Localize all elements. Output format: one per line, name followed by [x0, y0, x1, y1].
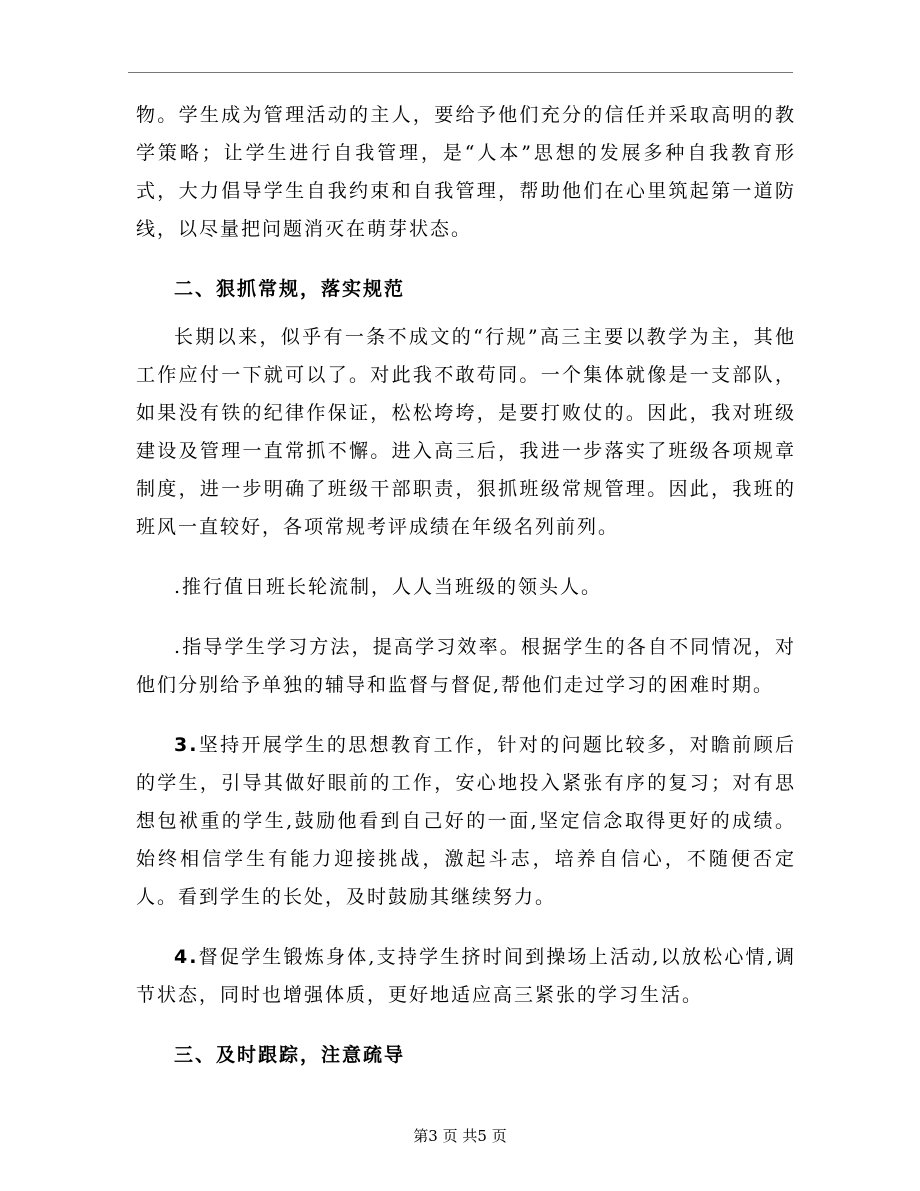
- page-number-footer: 第3 页 共5 页: [413, 1127, 507, 1145]
- item-text: 督促学生锻炼身体,支持学生挤时间到操场上活动,以放松心情,调节状态，同时也增强体质，更好地适应高三紧张的学习生活。: [136, 946, 796, 1006]
- item-text: 坚持开展学生的思想教育工作，针对的问题比较多，对瞻前顾后的学生，引导其做好眼前的工作，安心地投入紧张有序的复习；对有思想包袱重的学生,鼓励他看到自己好的一面,坚定信念取得更好的成绩。始终相信学生有能力迎接挑战，激起斗志，培养自信心，不随便否定人。看到学生的长处，及时鼓励其继续努力。: [136, 734, 796, 908]
- paragraph-2: 长期以来，似乎有一条不成文的“行规”高三主要以教学为主，其他工作应付一下就可以了。对此我不敢苟同。一个集体就像是一支部队，如果没有铁的纪律作保证，松松垮垮，是要打败仗的。因此，我对班级建设及管理一直常抓不懈。进入高三后，我进一步落实了班级各项规章制度，进一步明确了班级干部职责，狠抓班级常规管理。因此，我班的班风一直较好，各项常规考评成绩在年级名列前列。: [136, 326, 796, 538]
- paragraph-4: .指导学生学习方法，提高学习效率。根据学生的各自不同情况，对他们分别给予单独的辅导和监督与督促,帮他们走过学习的困难时期。: [136, 636, 796, 696]
- section-heading-3: 三、及时跟踪，注意疏导: [174, 1044, 406, 1066]
- paragraph-1: 物。学生成为管理活动的主人，要给予他们充分的信任并采取高明的教学策略；让学生进行自我管理，是“人本”思想的发展多种自我教育形式，大力倡导学生自我约束和自我管理，帮助他们在心里筑起第一道防线，以尽量把问题消灭在萌芽状态。: [136, 104, 796, 240]
- section-heading-2: 二、狠抓常规，落实规范: [174, 278, 406, 300]
- document-body: [136, 96, 796, 1074]
- paragraph-3: .推行值日班长轮流制，人人当班级的领头人。: [174, 576, 603, 598]
- header-rule: [128, 72, 793, 73]
- item-number: 3.: [174, 734, 199, 756]
- item-number: 4.: [174, 946, 199, 968]
- numbered-item-4: [136, 938, 796, 1014]
- numbered-item-3: [136, 726, 796, 916]
